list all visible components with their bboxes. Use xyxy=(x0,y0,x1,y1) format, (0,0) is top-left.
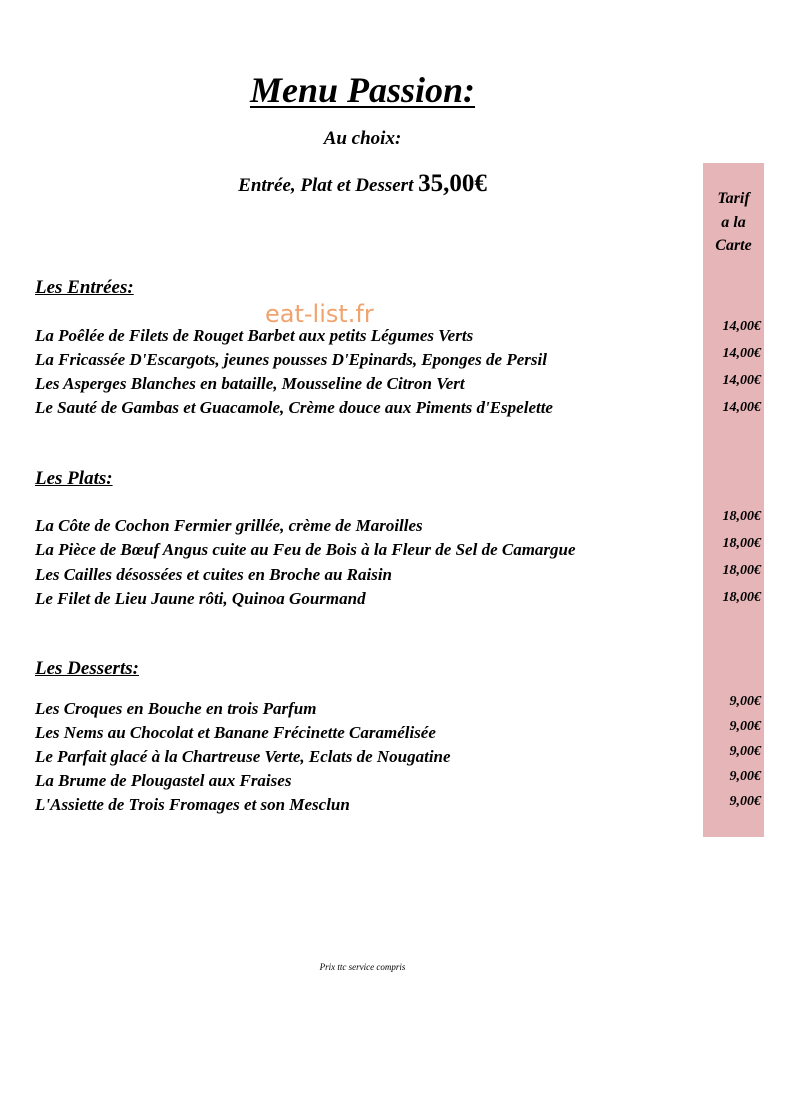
menu-title-text: Menu Passion: xyxy=(249,70,476,110)
tarif-header-line: a la xyxy=(721,213,746,231)
dish-name: Le Parfait glacé à la Chartreuse Verte, Eclats de Nougatine xyxy=(35,747,451,766)
dish-price: 14,00€ xyxy=(722,400,761,415)
dish-name: Les Asperges Blanches en bataille, Mousseline de Citron Vert xyxy=(35,374,465,393)
dish-name: Les Nems au Chocolat et Banane Frécinette Caramélisée xyxy=(35,723,436,742)
dish-name: La Pièce de Bœuf Angus cuite au Feu de Bois à la Fleur de Sel de Camargue xyxy=(35,540,576,559)
dish-price: 9,00€ xyxy=(729,794,761,809)
dish-price: 14,00€ xyxy=(722,346,761,361)
dish-name: La Fricassée D'Escargots, jeunes pousses D'Epinards, Eponges de Persil xyxy=(35,350,547,369)
section-title-plats: Les Plats: xyxy=(35,468,113,489)
formula-line xyxy=(0,170,725,200)
watermark: eat-list.fr xyxy=(265,300,374,328)
dish-name: La Côte de Cochon Fermier grillée, crème de Maroilles xyxy=(35,516,423,535)
tarif-header xyxy=(703,187,764,258)
tarif-header-line: Tarif xyxy=(717,190,750,207)
dish-price: 14,00€ xyxy=(722,319,761,334)
dish-name: La Poêlée de Filets de Rouget Barbet aux petits Légumes Verts xyxy=(35,326,474,345)
dish-price: 18,00€ xyxy=(722,563,761,578)
section-title-desserts: Les Desserts: xyxy=(35,658,139,679)
footer-note: Prix ttc service compris xyxy=(319,962,406,972)
menu-subtitle: Au choix: xyxy=(323,128,402,149)
dish-price: 18,00€ xyxy=(722,536,761,551)
dish-name: Le Sauté de Gambas et Guacamole, Crème douce aux Piments d'Espelette xyxy=(35,398,553,417)
section-title-entrees: Les Entrées: xyxy=(35,277,134,298)
dish-price: 9,00€ xyxy=(729,744,761,759)
formula-price: 35,00€ xyxy=(418,170,487,197)
dish-price: 9,00€ xyxy=(729,694,761,709)
dish-price: 18,00€ xyxy=(722,590,761,605)
menu-title xyxy=(0,68,725,112)
tarif-header-line: Carte xyxy=(715,237,752,254)
dish-name: Les Cailles désossées et cuites en Broche au Raisin xyxy=(35,565,392,584)
dish-price: 9,00€ xyxy=(729,719,761,734)
dish-name: Les Croques en Bouche en trois Parfum xyxy=(35,699,317,718)
dish-name: Le Filet de Lieu Jaune rôti, Quinoa Gourmand xyxy=(35,589,366,608)
dish-price: 9,00€ xyxy=(729,769,761,784)
dish-price: 18,00€ xyxy=(722,509,761,524)
dish-name: La Brume de Plougastel aux Fraises xyxy=(35,771,292,790)
dish-name: L'Assiette de Trois Fromages et son Mesclun xyxy=(35,795,350,814)
dish-price: 14,00€ xyxy=(722,373,761,388)
formula-label: Entrée, Plat et Dessert xyxy=(238,175,414,196)
